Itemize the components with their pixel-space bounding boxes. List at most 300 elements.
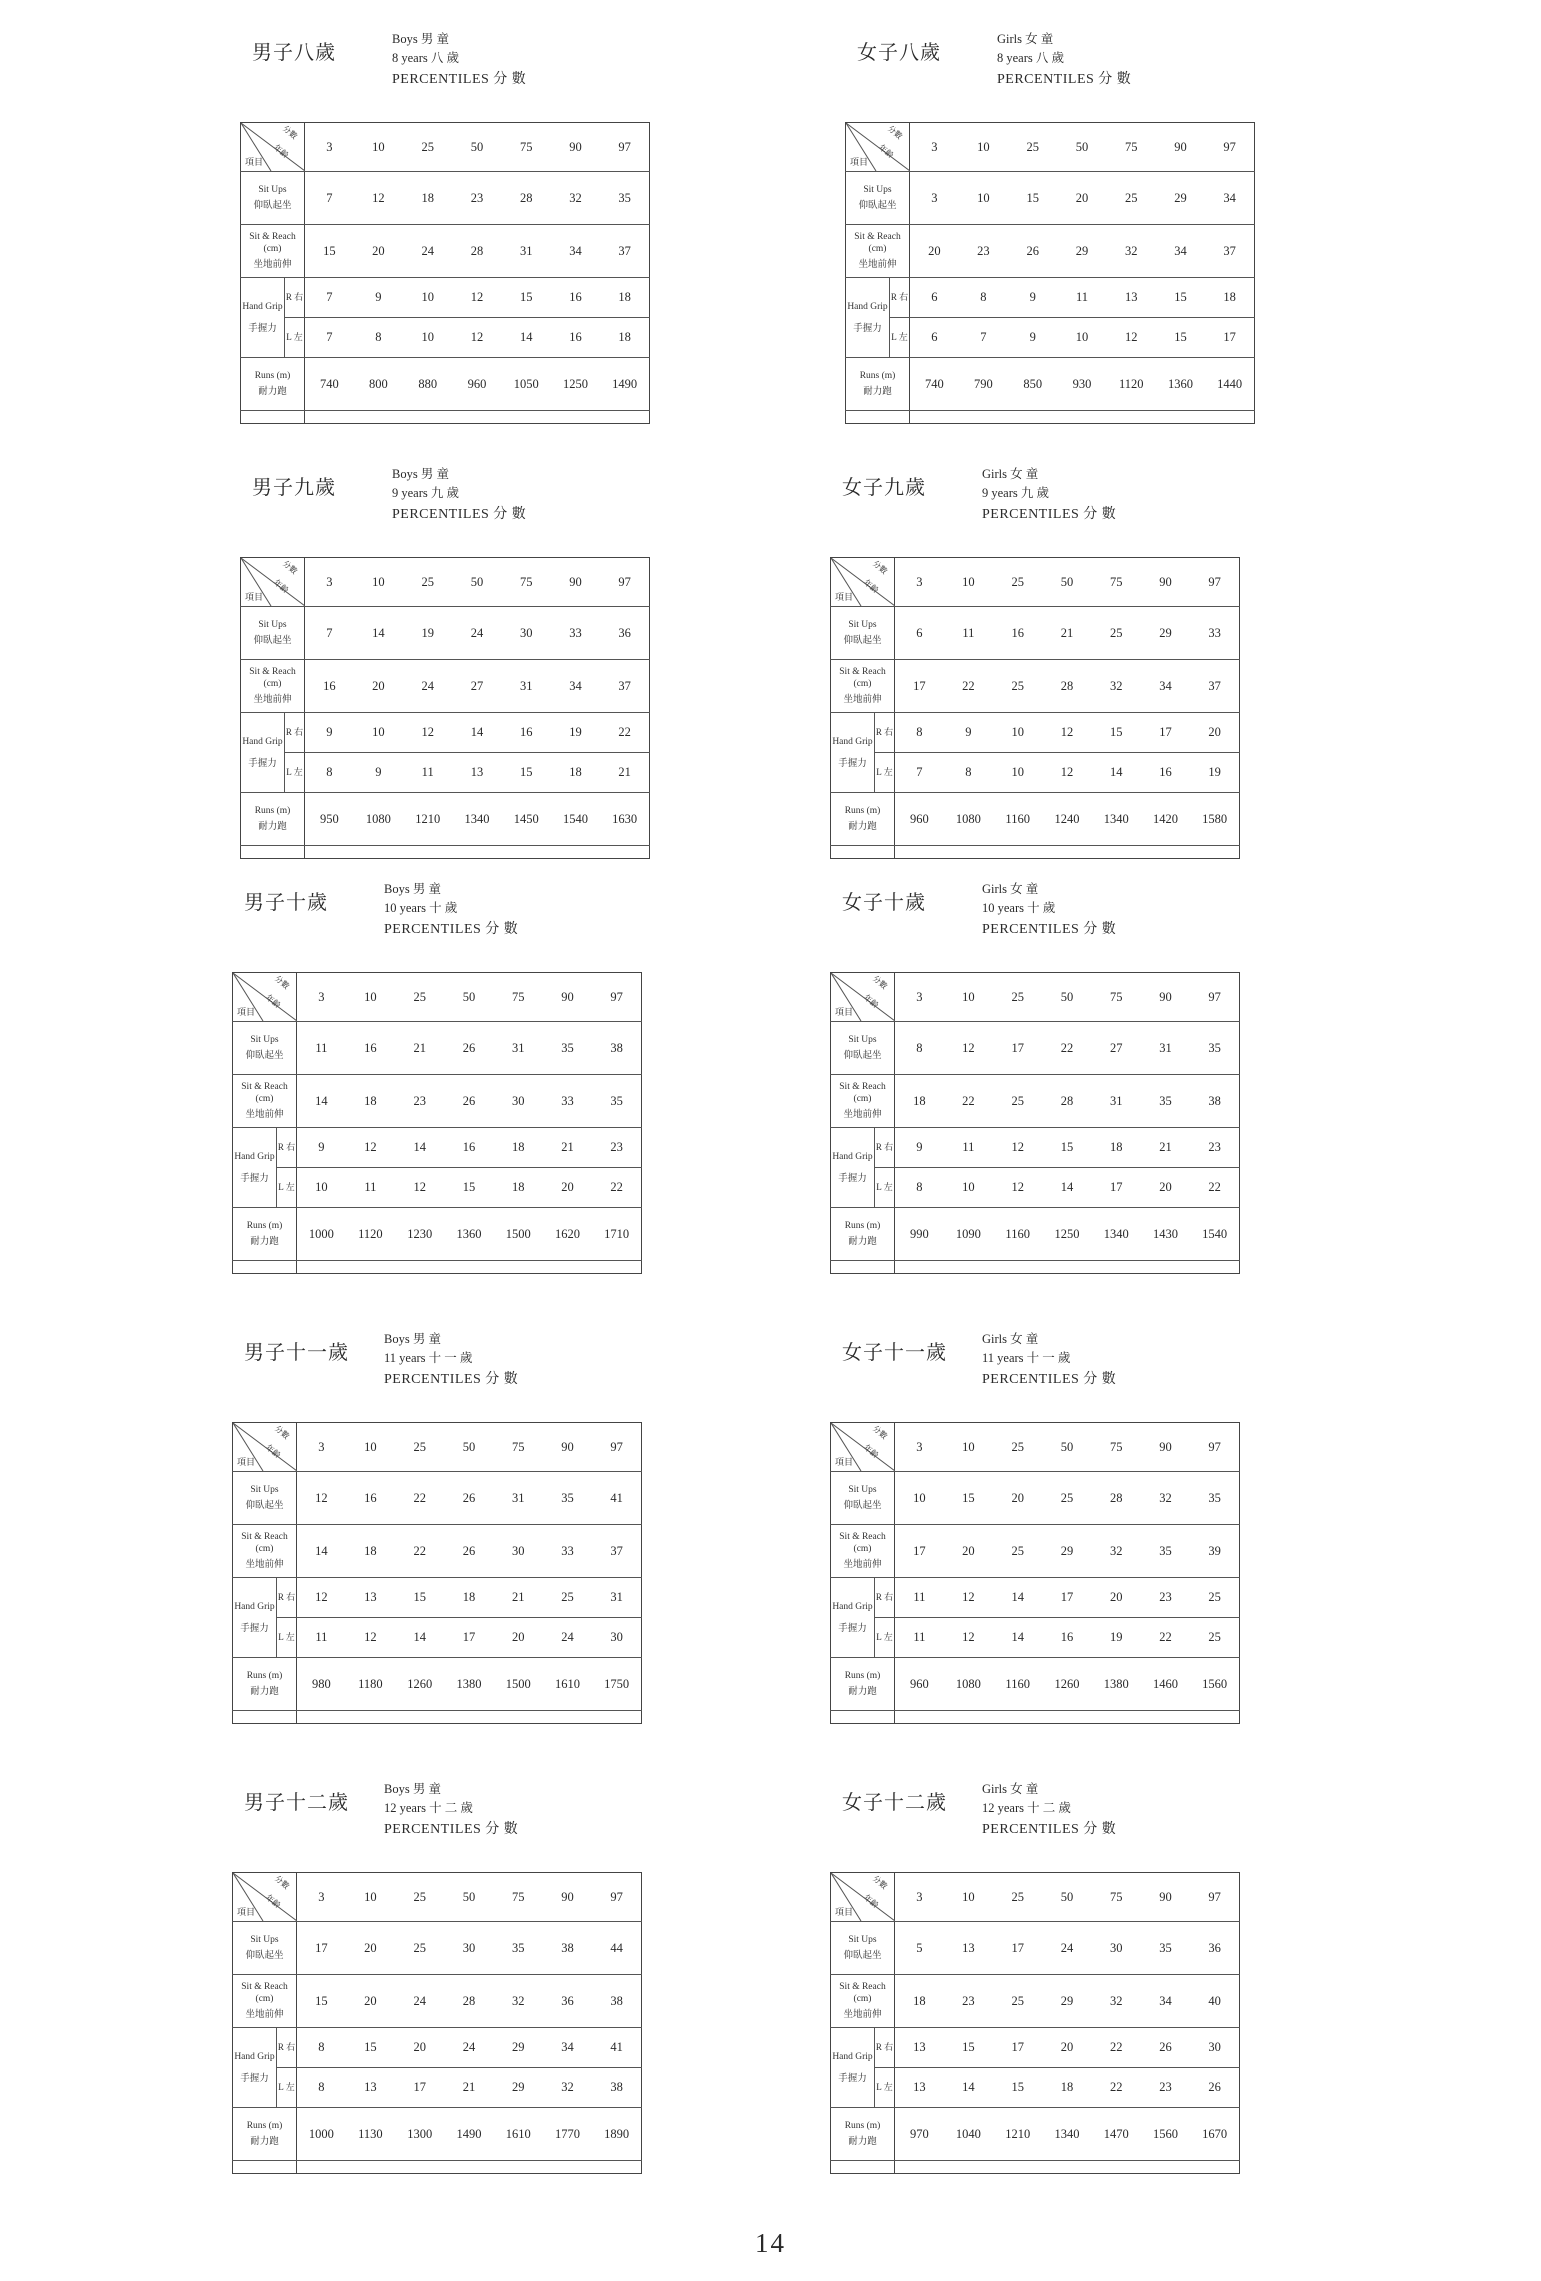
- hand-grip-label: [241, 713, 285, 793]
- table-cell: 28: [1042, 1075, 1091, 1128]
- left-hand-label: L 左: [277, 2068, 297, 2108]
- sit-ups-label-zh: 仰臥起坐: [843, 1051, 882, 1061]
- hand-grip-label: [233, 2028, 277, 2108]
- corner-item-label: 項目: [237, 1907, 256, 1917]
- spacer-cell: [895, 1261, 1240, 1274]
- hand-grip-left-row: [831, 2068, 1240, 2108]
- right-hand-label: R 右: [875, 2028, 895, 2068]
- sit-ups-label-en: Sit Ups: [863, 185, 892, 195]
- sit-ups-label-en: Sit Ups: [250, 1935, 279, 1945]
- hand-grip-right-row: [831, 1128, 1240, 1168]
- percentile-column-header: 3: [297, 1873, 346, 1922]
- table-cell: 25: [993, 1075, 1042, 1128]
- table-cell: 13: [346, 1578, 395, 1618]
- table-cell: 16: [502, 713, 551, 753]
- table-cell: 29: [1156, 172, 1205, 225]
- percentile-column-header: 3: [910, 123, 959, 172]
- table-cell: 24: [403, 660, 452, 713]
- table-cell: 7: [305, 318, 354, 358]
- table-cell: 23: [944, 1975, 993, 2028]
- table-cell: 31: [592, 1578, 641, 1618]
- spacer-cell: [846, 411, 910, 424]
- spacer-cell: [233, 1261, 297, 1274]
- corner-item-label: 項目: [835, 1007, 854, 1017]
- chinese-title: 男子八歲: [252, 42, 336, 64]
- table-header: [232, 880, 642, 972]
- runs-label-zh: 耐力跑: [258, 387, 287, 397]
- percentile-table: [232, 1422, 642, 1724]
- table-cell: 15: [1092, 713, 1141, 753]
- table-cell: 35: [600, 172, 649, 225]
- hand-grip-label-zh: 手握力: [240, 1173, 269, 1184]
- hand-grip-right-row: [831, 1578, 1240, 1618]
- table-cell: 31: [494, 1472, 543, 1525]
- table-cell: 20: [944, 1525, 993, 1578]
- spacer-cell: [831, 1711, 895, 1724]
- table-cell: 29: [494, 2028, 543, 2068]
- table-cell: 25: [993, 1525, 1042, 1578]
- table-cell: 1440: [1205, 358, 1254, 411]
- percentile-column-header: 90: [543, 973, 592, 1022]
- age-label: 8 years 八 歲: [392, 51, 459, 65]
- sit-reach-label-en: Sit & Reach (cm): [249, 667, 296, 689]
- corner-age-label: 年齡: [861, 992, 881, 1011]
- age-label: 9 years 九 歲: [982, 486, 1049, 500]
- table-cell: 34: [1141, 660, 1190, 713]
- percentiles-label: PERCENTILES 分 數: [384, 922, 519, 937]
- table-cell: 36: [543, 1975, 592, 2028]
- spacer-cell: [895, 2161, 1240, 2174]
- hand-grip-label-en: Hand Grip: [832, 1601, 873, 1612]
- sit-reach-label: [241, 660, 305, 713]
- hand-grip-label-zh: 手握力: [248, 323, 277, 334]
- runs-label-zh: 耐力跑: [848, 822, 877, 832]
- table-cell: 9: [944, 713, 993, 753]
- spacer-cell: [241, 846, 305, 859]
- sit-ups-label: [233, 1922, 297, 1975]
- table-cell: 28: [444, 1975, 493, 2028]
- table-cell: 22: [1190, 1168, 1239, 1208]
- sit-reach-label: [241, 225, 305, 278]
- table-cell: 12: [452, 318, 501, 358]
- gender-label: Girls 女 童: [982, 1782, 1039, 1796]
- sit-reach-label-en: Sit & Reach (cm): [241, 1532, 288, 1554]
- percentile-column-header: 75: [502, 558, 551, 607]
- percentile-table: [240, 122, 650, 424]
- table-cell: 25: [993, 1975, 1042, 2028]
- table-cell: 29: [494, 2068, 543, 2108]
- table-cell: 18: [1205, 278, 1254, 318]
- hand-grip-label: [831, 1578, 875, 1658]
- table-cell: 39: [1190, 1525, 1239, 1578]
- hand-grip-label: [831, 2028, 875, 2108]
- table-cell: 29: [1042, 1975, 1091, 2028]
- table-cell: 11: [944, 607, 993, 660]
- table-cell: 17: [297, 1922, 346, 1975]
- table-cell: 18: [444, 1578, 493, 1618]
- table-cell: 20: [354, 225, 403, 278]
- table-cell: 33: [543, 1525, 592, 1578]
- runs-label-zh: 耐力跑: [863, 387, 892, 397]
- age-label: 11 years 十 一 歲: [982, 1351, 1071, 1365]
- table-cell: 26: [1008, 225, 1057, 278]
- table-cell: 15: [502, 278, 551, 318]
- table-cell: 26: [444, 1022, 493, 1075]
- spacer-cell: [233, 1711, 297, 1724]
- percentile-header-row: [831, 973, 1240, 1022]
- table-cell: 15: [305, 225, 354, 278]
- table-cell: 12: [346, 1128, 395, 1168]
- table-cell: 9: [1008, 278, 1057, 318]
- hand-grip-left-row: [241, 318, 650, 358]
- percentiles-label: PERCENTILES 分 數: [392, 507, 527, 522]
- table-cell: 1050: [502, 358, 551, 411]
- runs-label-zh: 耐力跑: [848, 1237, 877, 1247]
- table-cell: 12: [1107, 318, 1156, 358]
- table-cell: 6: [895, 607, 944, 660]
- table-cell: 24: [444, 2028, 493, 2068]
- percentile-column-header: 3: [297, 973, 346, 1022]
- table-cell: 41: [592, 2028, 641, 2068]
- table-cell: 1500: [494, 1208, 543, 1261]
- chinese-title: 女子九歲: [842, 477, 926, 499]
- table-cell: 15: [502, 753, 551, 793]
- table-cell: 37: [592, 1525, 641, 1578]
- left-hand-label: L 左: [285, 318, 305, 358]
- gender-label: Boys 男 童: [384, 882, 441, 896]
- runs-row: [233, 1658, 642, 1711]
- hand-grip-left-row: [831, 753, 1240, 793]
- sit-ups-label-en: Sit Ups: [848, 1485, 877, 1495]
- table-cell: 35: [1190, 1022, 1239, 1075]
- table-cell: 27: [452, 660, 501, 713]
- table-cell: 8: [959, 278, 1008, 318]
- table-cell: 21: [395, 1022, 444, 1075]
- sit-ups-label: [831, 1472, 895, 1525]
- percentile-column-header: 97: [592, 1873, 641, 1922]
- table-cell: 32: [1107, 225, 1156, 278]
- percentile-table: [845, 122, 1255, 424]
- table-cell: 34: [551, 660, 600, 713]
- sit-ups-label-zh: 仰臥起坐: [843, 1501, 882, 1511]
- table-cell: 10: [993, 713, 1042, 753]
- percentile-table-block: [830, 880, 1240, 1274]
- table-cell: 32: [494, 1975, 543, 2028]
- table-cell: 880: [403, 358, 452, 411]
- table-cell: 740: [910, 358, 959, 411]
- sit-ups-label-en: Sit Ups: [250, 1485, 279, 1495]
- table-cell: 38: [543, 1922, 592, 1975]
- table-cell: 34: [1141, 1975, 1190, 2028]
- runs-label-en: Runs (m): [844, 2121, 881, 2131]
- table-cell: 19: [551, 713, 600, 753]
- left-hand-label: L 左: [890, 318, 910, 358]
- gender-label: Boys 男 童: [392, 32, 449, 46]
- percentile-column-header: 3: [895, 558, 944, 607]
- table-cell: 12: [297, 1578, 346, 1618]
- table-cell: 22: [944, 1075, 993, 1128]
- hand-grip-left-row: [233, 1618, 642, 1658]
- runs-label-en: Runs (m): [254, 806, 291, 816]
- corner-cell: [233, 1873, 297, 1922]
- table-cell: 1160: [993, 1208, 1042, 1261]
- table-cell: 1160: [993, 1658, 1042, 1711]
- percentile-column-header: 50: [1042, 1873, 1091, 1922]
- table-cell: 22: [1092, 2028, 1141, 2068]
- percentile-column-header: 90: [1156, 123, 1205, 172]
- sit-reach-row: [241, 660, 650, 713]
- hand-grip-right-row: [831, 2028, 1240, 2068]
- table-cell: 1490: [600, 358, 649, 411]
- sit-reach-row: [831, 1525, 1240, 1578]
- table-cell: 9: [354, 753, 403, 793]
- runs-label-zh: 耐力跑: [250, 2137, 279, 2147]
- percentile-header-row: [831, 558, 1240, 607]
- corner-score-label: 分數: [280, 558, 300, 577]
- hand-grip-label-en: Hand Grip: [234, 1601, 275, 1612]
- corner-item-label: 項目: [245, 592, 264, 602]
- table-cell: 23: [1190, 1128, 1239, 1168]
- table-cell: 14: [395, 1618, 444, 1658]
- table-cell: 12: [354, 172, 403, 225]
- table-cell: 11: [297, 1618, 346, 1658]
- table-cell: 22: [1042, 1022, 1091, 1075]
- percentile-column-header: 50: [1042, 973, 1091, 1022]
- hand-grip-right-row: [831, 713, 1240, 753]
- hand-grip-left-row: [831, 1168, 1240, 1208]
- sit-ups-row: [831, 1922, 1240, 1975]
- sit-reach-label-en: Sit & Reach (cm): [839, 1082, 886, 1104]
- percentile-table: [240, 557, 650, 859]
- table-cell: 7: [959, 318, 1008, 358]
- table-cell: 35: [1141, 1525, 1190, 1578]
- sit-ups-label-en: Sit Ups: [258, 620, 287, 630]
- table-cell: 14: [944, 2068, 993, 2108]
- table-cell: 18: [494, 1128, 543, 1168]
- table-cell: 30: [444, 1922, 493, 1975]
- table-cell: 16: [551, 278, 600, 318]
- table-cell: 8: [354, 318, 403, 358]
- table-cell: 11: [403, 753, 452, 793]
- corner-age-label: 年齡: [271, 577, 291, 596]
- table-cell: 23: [1141, 1578, 1190, 1618]
- table-cell: 10: [944, 1168, 993, 1208]
- percentile-column-header: 10: [346, 1873, 395, 1922]
- table-cell: 8: [895, 1022, 944, 1075]
- table-cell: 1890: [592, 2108, 641, 2161]
- table-cell: 23: [452, 172, 501, 225]
- table-cell: 8: [944, 753, 993, 793]
- table-cell: 8: [305, 753, 354, 793]
- runs-row: [831, 1208, 1240, 1261]
- table-cell: 1560: [1141, 2108, 1190, 2161]
- corner-age-label: 年齡: [263, 1442, 283, 1461]
- percentile-column-header: 10: [346, 1423, 395, 1472]
- sit-ups-label: [233, 1472, 297, 1525]
- percentile-column-header: 75: [502, 123, 551, 172]
- percentile-table-block: [845, 30, 1255, 424]
- table-cell: 15: [444, 1168, 493, 1208]
- table-cell: 38: [592, 1022, 641, 1075]
- table-footer-spacer: [831, 846, 1240, 859]
- left-hand-label: L 左: [875, 753, 895, 793]
- percentile-column-header: 3: [297, 1423, 346, 1472]
- percentile-header-row: [233, 973, 642, 1022]
- sit-reach-label-zh: 坐地前伸: [245, 1110, 284, 1120]
- table-cell: 32: [1092, 1975, 1141, 2028]
- percentile-column-header: 25: [1008, 123, 1057, 172]
- percentile-table-block: [240, 30, 650, 424]
- table-footer-spacer: [241, 846, 650, 859]
- runs-row: [233, 1208, 642, 1261]
- percentile-column-header: 3: [305, 558, 354, 607]
- percentile-column-header: 50: [452, 558, 501, 607]
- sit-reach-row: [233, 1525, 642, 1578]
- hand-grip-right-row: [233, 1578, 642, 1618]
- percentile-column-header: 97: [1190, 558, 1239, 607]
- table-cell: 1000: [297, 1208, 346, 1261]
- table-cell: 25: [1042, 1472, 1091, 1525]
- table-cell: 1770: [543, 2108, 592, 2161]
- table-cell: 12: [1042, 753, 1091, 793]
- table-header: [240, 465, 650, 557]
- sit-ups-label-en: Sit Ups: [848, 1035, 877, 1045]
- table-cell: 21: [600, 753, 649, 793]
- table-cell: 20: [1190, 713, 1239, 753]
- table-cell: 35: [543, 1022, 592, 1075]
- table-cell: 26: [444, 1075, 493, 1128]
- hand-grip-label-en: Hand Grip: [234, 2051, 275, 2062]
- chinese-title: 女子十二歲: [842, 1792, 947, 1814]
- corner-item-label: 項目: [835, 1907, 854, 1917]
- table-cell: 23: [592, 1128, 641, 1168]
- table-cell: 17: [1205, 318, 1254, 358]
- table-cell: 32: [1092, 660, 1141, 713]
- table-cell: 1630: [600, 793, 649, 846]
- table-cell: 11: [346, 1168, 395, 1208]
- table-header: [845, 30, 1255, 122]
- table-cell: 9: [895, 1128, 944, 1168]
- percentile-column-header: 10: [944, 1873, 993, 1922]
- runs-row: [846, 358, 1255, 411]
- table-cell: 24: [1042, 1922, 1091, 1975]
- sit-reach-label-en: Sit & Reach (cm): [241, 1982, 288, 2004]
- table-cell: 28: [502, 172, 551, 225]
- table-cell: 16: [444, 1128, 493, 1168]
- hand-grip-label-en: Hand Grip: [242, 301, 283, 312]
- table-footer-spacer: [233, 2161, 642, 2174]
- table-cell: 20: [494, 1618, 543, 1658]
- table-cell: 1120: [346, 1208, 395, 1261]
- table-cell: 10: [297, 1168, 346, 1208]
- percentile-column-header: 75: [1092, 973, 1141, 1022]
- table-cell: 16: [993, 607, 1042, 660]
- table-cell: 1450: [502, 793, 551, 846]
- table-header: [232, 1330, 642, 1422]
- percentile-table-block: [830, 465, 1240, 859]
- table-cell: 32: [551, 172, 600, 225]
- sit-reach-label-zh: 坐地前伸: [843, 2010, 882, 2020]
- spacer-cell: [241, 411, 305, 424]
- spacer-cell: [305, 846, 650, 859]
- table-cell: 22: [600, 713, 649, 753]
- table-cell: 16: [1141, 753, 1190, 793]
- percentile-column-header: 75: [1107, 123, 1156, 172]
- table-cell: 13: [895, 2028, 944, 2068]
- percentile-column-header: 50: [444, 1423, 493, 1472]
- percentile-column-header: 90: [1141, 1873, 1190, 1922]
- gender-label: Girls 女 童: [982, 882, 1039, 896]
- table-footer-spacer: [831, 2161, 1240, 2174]
- sit-ups-label: [241, 607, 305, 660]
- sit-reach-row: [831, 1075, 1240, 1128]
- age-label: 12 years 十 二 歲: [982, 1801, 1071, 1815]
- hand-grip-label-zh: 手握力: [838, 2073, 867, 2084]
- table-cell: 850: [1008, 358, 1057, 411]
- sit-ups-row: [831, 1472, 1240, 1525]
- left-hand-label: L 左: [875, 1618, 895, 1658]
- table-cell: 1340: [1042, 2108, 1091, 2161]
- table-cell: 13: [895, 2068, 944, 2108]
- table-cell: 21: [543, 1128, 592, 1168]
- spacer-cell: [831, 1261, 895, 1274]
- table-cell: 19: [403, 607, 452, 660]
- table-cell: 38: [592, 1975, 641, 2028]
- table-cell: 20: [993, 1472, 1042, 1525]
- sit-reach-row: [241, 225, 650, 278]
- right-hand-label: R 右: [875, 1128, 895, 1168]
- gender-label: Girls 女 童: [982, 467, 1039, 481]
- percentile-column-header: 97: [1190, 1873, 1239, 1922]
- percentile-header-row: [241, 123, 650, 172]
- table-cell: 16: [1042, 1618, 1091, 1658]
- table-footer-spacer: [831, 1261, 1240, 1274]
- table-cell: 15: [395, 1578, 444, 1618]
- table-cell: 5: [895, 1922, 944, 1975]
- percentile-column-header: 25: [395, 973, 444, 1022]
- runs-label: [233, 2108, 297, 2161]
- table-cell: 29: [1057, 225, 1106, 278]
- table-cell: 950: [305, 793, 354, 846]
- sit-reach-label-en: Sit & Reach (cm): [839, 1532, 886, 1554]
- table-cell: 8: [297, 2028, 346, 2068]
- spacer-cell: [831, 846, 895, 859]
- table-cell: 1130: [346, 2108, 395, 2161]
- table-cell: 1490: [444, 2108, 493, 2161]
- hand-grip-left-row: [233, 2068, 642, 2108]
- sit-reach-label-en: Sit & Reach (cm): [854, 232, 901, 254]
- table-cell: 21: [494, 1578, 543, 1618]
- table-header: [232, 1780, 642, 1872]
- runs-label-en: Runs (m): [859, 371, 896, 381]
- right-hand-label: R 右: [285, 713, 305, 753]
- hand-grip-label-zh: 手握力: [838, 1623, 867, 1634]
- table-cell: 37: [1205, 225, 1254, 278]
- percentile-table-block: [232, 880, 642, 1274]
- sit-ups-row: [233, 1922, 642, 1975]
- table-header: [830, 1330, 1240, 1422]
- runs-label: [233, 1658, 297, 1711]
- table-cell: 1120: [1107, 358, 1156, 411]
- table-cell: 1250: [1042, 1208, 1091, 1261]
- page-number: 14: [755, 2228, 786, 2258]
- table-cell: 37: [600, 225, 649, 278]
- table-cell: 1380: [1092, 1658, 1141, 1711]
- english-heading: [392, 465, 526, 524]
- sit-ups-label-zh: 仰臥起坐: [843, 1951, 882, 1961]
- table-cell: 12: [944, 1578, 993, 1618]
- percentile-column-header: 3: [305, 123, 354, 172]
